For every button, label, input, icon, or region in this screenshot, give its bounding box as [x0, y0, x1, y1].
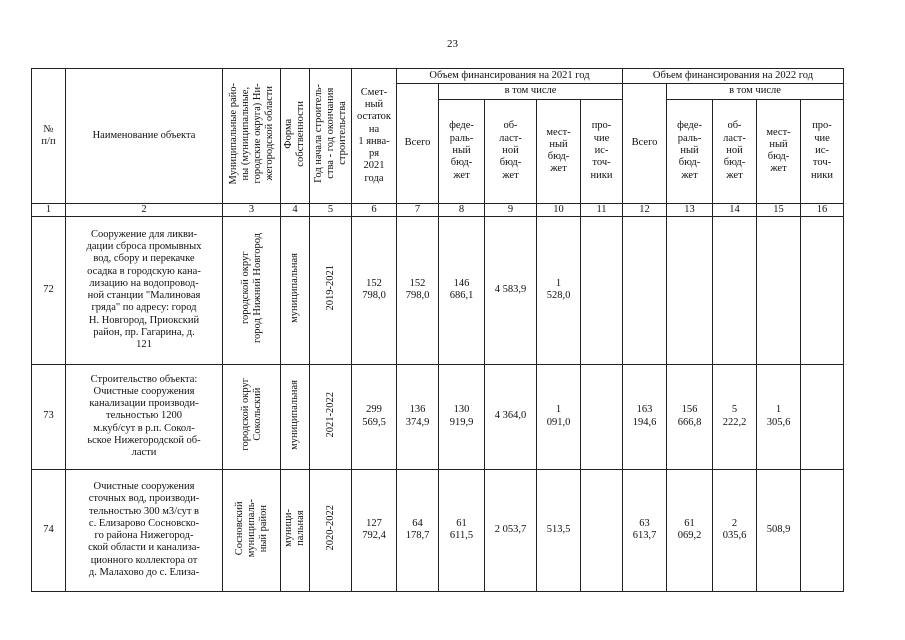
other-2021-cell	[581, 364, 623, 469]
object-name: Очистные сооружения сточных вод, производи- тельностью 300 м3/сут в с. Елизарово Сосновско- го района Нижегород- ской области и канализа- ционного коллектора от д. Малахово до с. Елиза-	[66, 469, 223, 591]
total-2022-cell: 63 613,7	[623, 469, 667, 591]
object-name: Сооружение для ликви- дации сброса промывных вод, сбору и перекачке осадка в городскую кана- лизацию на водопровод- ной станции "Малиновая гряда" по адресу: город Н. Новгород, Приокский район, пр. Гагарина, д. 121	[66, 216, 223, 364]
header-name: Наименование объекта	[66, 69, 223, 204]
column-number: 14	[713, 203, 757, 216]
column-number: 11	[581, 203, 623, 216]
column-number: 13	[667, 203, 713, 216]
local-2021-cell: 513,5	[537, 469, 581, 591]
column-number: 8	[439, 203, 485, 216]
total-2022-cell	[623, 216, 667, 364]
page-number: 23	[447, 38, 458, 50]
federal-2022-cell: 156 666,8	[667, 364, 713, 469]
local-2022-cell: 508,9	[757, 469, 801, 591]
header-total-2021: Всего	[397, 84, 439, 203]
row-num: 74	[32, 469, 66, 591]
header-balance: Смет- ный остаток на 1 янва- ря 2021 года	[352, 69, 397, 204]
years-cell: 2021-2022	[310, 364, 352, 469]
balance-cell: 299 569,5	[352, 364, 397, 469]
ownership-cell: муниципальная	[281, 216, 310, 364]
district-cell: Сосновский муниципаль- ный район	[223, 469, 281, 591]
total-2021-cell: 64 178,7	[397, 469, 439, 591]
total-2022-cell: 163 194,6	[623, 364, 667, 469]
header-local-2021: мест- ный бюд- жет	[537, 99, 581, 203]
federal-2022-cell	[667, 216, 713, 364]
regional-2022-cell: 5 222,2	[713, 364, 757, 469]
header-district: Муниципальные райо- ны (муниципальные, городские округа) Ни- жегородской области	[223, 69, 281, 204]
other-2022-cell	[801, 364, 844, 469]
column-number: 3	[223, 203, 281, 216]
header-other-2021: про- чие ис- точ- ники	[581, 99, 623, 203]
federal-2021-cell: 130 919,9	[439, 364, 485, 469]
district-cell: городской округ Сокольский	[223, 364, 281, 469]
column-number: 16	[801, 203, 844, 216]
federal-2021-cell: 146 686,1	[439, 216, 485, 364]
column-number: 5	[310, 203, 352, 216]
column-number: 1	[32, 203, 66, 216]
local-2022-cell: 1 305,6	[757, 364, 801, 469]
header-local-2022: мест- ный бюд- жет	[757, 99, 801, 203]
federal-2022-cell: 61 069,2	[667, 469, 713, 591]
column-number: 4	[281, 203, 310, 216]
other-2022-cell	[801, 216, 844, 364]
header-federal-2022: феде- раль- ный бюд- жет	[667, 99, 713, 203]
column-number: 12	[623, 203, 667, 216]
ownership-cell: муници- пальная	[281, 469, 310, 591]
column-number: 10	[537, 203, 581, 216]
total-2021-cell: 152 798,0	[397, 216, 439, 364]
column-number-row	[32, 203, 844, 216]
regional-2021-cell: 4 364,0	[485, 364, 537, 469]
regional-2021-cell: 4 583,9	[485, 216, 537, 364]
header-num: № п/п	[32, 69, 66, 204]
header-financing-2021: Объем финансирования на 2021 год	[397, 69, 623, 84]
header-including-2022: в том числе	[667, 84, 844, 99]
header-including-2021: в том числе	[439, 84, 623, 99]
regional-2021-cell: 2 053,7	[485, 469, 537, 591]
balance-cell: 127 792,4	[352, 469, 397, 591]
column-number: 15	[757, 203, 801, 216]
header-years: Год начала строитель- ства - год окончания строительства	[310, 69, 352, 204]
local-2022-cell	[757, 216, 801, 364]
other-2022-cell	[801, 469, 844, 591]
row-num: 73	[32, 364, 66, 469]
column-number: 6	[352, 203, 397, 216]
table-row	[32, 469, 844, 591]
table-row	[32, 364, 844, 469]
other-2021-cell	[581, 216, 623, 364]
local-2021-cell: 1 528,0	[537, 216, 581, 364]
header-other-2022: про- чие ис- точ- ники	[801, 99, 844, 203]
column-number: 2	[66, 203, 223, 216]
years-cell: 2019-2021	[310, 216, 352, 364]
local-2021-cell: 1 091,0	[537, 364, 581, 469]
years-cell: 2020-2022	[310, 469, 352, 591]
ownership-cell: муниципальная	[281, 364, 310, 469]
header-financing-2022: Объем финансирования на 2022 год	[623, 69, 844, 84]
federal-2021-cell: 61 611,5	[439, 469, 485, 591]
header-regional-2021: об- ласт- ной бюд- жет	[485, 99, 537, 203]
header-ownership: Форма собственности	[281, 69, 310, 204]
financing-table	[31, 68, 844, 592]
other-2021-cell	[581, 469, 623, 591]
header-regional-2022: об- ласт- ной бюд- жет	[713, 99, 757, 203]
total-2021-cell: 136 374,9	[397, 364, 439, 469]
column-number: 7	[397, 203, 439, 216]
header-federal-2021: феде- раль- ный бюд- жет	[439, 99, 485, 203]
column-number: 9	[485, 203, 537, 216]
regional-2022-cell: 2 035,6	[713, 469, 757, 591]
regional-2022-cell	[713, 216, 757, 364]
header-total-2022: Всего	[623, 84, 667, 203]
object-name: Строительство объекта: Очистные сооружения канализации производи- тельностью 1200 м.куб/сут в р.п. Сокол- ьское Нижегородской об- ласти	[66, 364, 223, 469]
balance-cell: 152 798,0	[352, 216, 397, 364]
row-num: 72	[32, 216, 66, 364]
table-row	[32, 216, 844, 364]
district-cell: городской округ город Нижний Новгород	[223, 216, 281, 364]
